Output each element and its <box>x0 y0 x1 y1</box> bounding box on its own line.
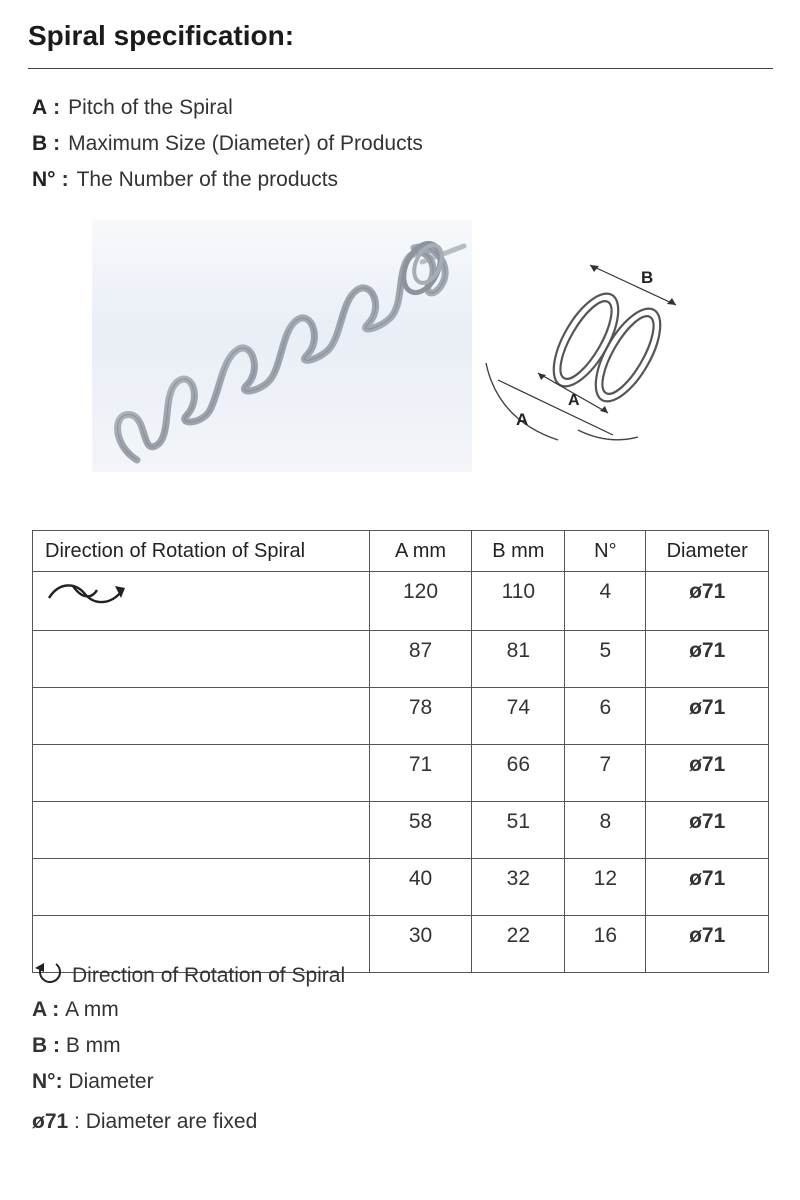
cell-n: 8 <box>565 802 646 859</box>
legend-text: Maximum Size (Diameter) of Products <box>68 132 423 155</box>
label-b: B <box>641 268 654 287</box>
footnote-text: B mm <box>65 1034 121 1057</box>
rotation-cell <box>33 859 370 916</box>
cell-a: 87 <box>369 631 472 688</box>
cell-a: 58 <box>369 802 472 859</box>
legend-item-a: A : Pitch of the Spiral <box>32 96 233 119</box>
table-row <box>33 572 769 631</box>
rotation-circle-icon <box>32 960 66 992</box>
cell-diameter: ø71 <box>646 745 769 802</box>
cell-b: 81 <box>472 631 565 688</box>
footnote-text: A mm <box>65 998 119 1021</box>
cell-diameter: ø71 <box>646 688 769 745</box>
cell-a: 71 <box>369 745 472 802</box>
footnote-key: ø71 <box>32 1110 69 1133</box>
footnote-n: N°: Diameter <box>32 1070 154 1093</box>
cell-diameter: ø71 <box>646 572 769 631</box>
header-n: N° <box>565 531 646 572</box>
cell-diameter: ø71 <box>646 859 769 916</box>
footnote-key: A <box>32 998 47 1021</box>
header-diameter: Diameter <box>646 531 769 572</box>
cell-n: 16 <box>565 916 646 973</box>
cell-b: 66 <box>472 745 565 802</box>
cell-a: 78 <box>369 688 472 745</box>
table-row <box>33 745 769 802</box>
cell-a: 120 <box>369 572 472 631</box>
cell-a: 30 <box>369 916 472 973</box>
rotation-cell <box>33 572 370 631</box>
page-title: Spiral specification: <box>28 20 295 51</box>
header-direction: Direction of Rotation of Spiral <box>33 531 370 572</box>
cell-b: 22 <box>472 916 565 973</box>
header-b: B mm <box>472 531 565 572</box>
legend-item-n: N° : The Number of the products <box>32 168 339 191</box>
table-row <box>33 688 769 745</box>
cell-diameter: ø71 <box>646 631 769 688</box>
cell-n: 6 <box>565 688 646 745</box>
rotation-cell <box>33 745 370 802</box>
cell-b: 51 <box>472 802 565 859</box>
cell-b: 110 <box>472 572 565 631</box>
cell-diameter: ø71 <box>646 802 769 859</box>
table-row <box>33 802 769 859</box>
cell-b: 32 <box>472 859 565 916</box>
label-a-outer: A <box>516 410 529 429</box>
cell-n: 4 <box>565 572 646 631</box>
footnote-rotation-text: Direction of Rotation of Spiral <box>72 964 346 987</box>
legend-key: N° <box>32 168 56 191</box>
footnote-text: Diameter are fixed <box>85 1110 258 1133</box>
table-row <box>33 859 769 916</box>
legend-key: A <box>32 96 48 119</box>
footnote-b: B : B mm <box>32 1034 121 1057</box>
cell-a: 40 <box>369 859 472 916</box>
spiral-image <box>92 220 472 472</box>
cell-n: 5 <box>565 631 646 688</box>
rotation-cell <box>33 688 370 745</box>
legend-item-b: B : Maximum Size (Diameter) of Products <box>32 132 423 155</box>
legend-text: The Number of the products <box>76 168 339 191</box>
footnote-key: N° <box>32 1070 56 1093</box>
spiral-illustration <box>92 220 472 472</box>
title-divider <box>28 68 773 69</box>
cell-n: 12 <box>565 859 646 916</box>
table-header-row <box>33 531 769 572</box>
footnote-key: B <box>32 1034 48 1057</box>
pitch-diagram-drawing <box>478 245 698 455</box>
rotation-cell <box>33 631 370 688</box>
legend-text: Pitch of the Spiral <box>68 96 233 119</box>
cell-b: 74 <box>472 688 565 745</box>
pitch-diagram <box>478 245 698 455</box>
rotation-cell <box>33 802 370 859</box>
rotation-direction-icon <box>45 580 129 612</box>
footnote-a: A : A mm <box>32 998 119 1021</box>
legend-key: B <box>32 132 48 155</box>
footnote-text: Diameter <box>68 1070 154 1093</box>
spec-table <box>32 530 769 973</box>
label-a-inner: A <box>568 392 580 409</box>
cell-diameter: ø71 <box>646 916 769 973</box>
footnote-diameter: ø71 : Diameter are fixed <box>32 1110 258 1133</box>
header-a: A mm <box>369 531 472 572</box>
table-row <box>33 631 769 688</box>
footnote-rotation <box>32 960 345 992</box>
cell-n: 7 <box>565 745 646 802</box>
